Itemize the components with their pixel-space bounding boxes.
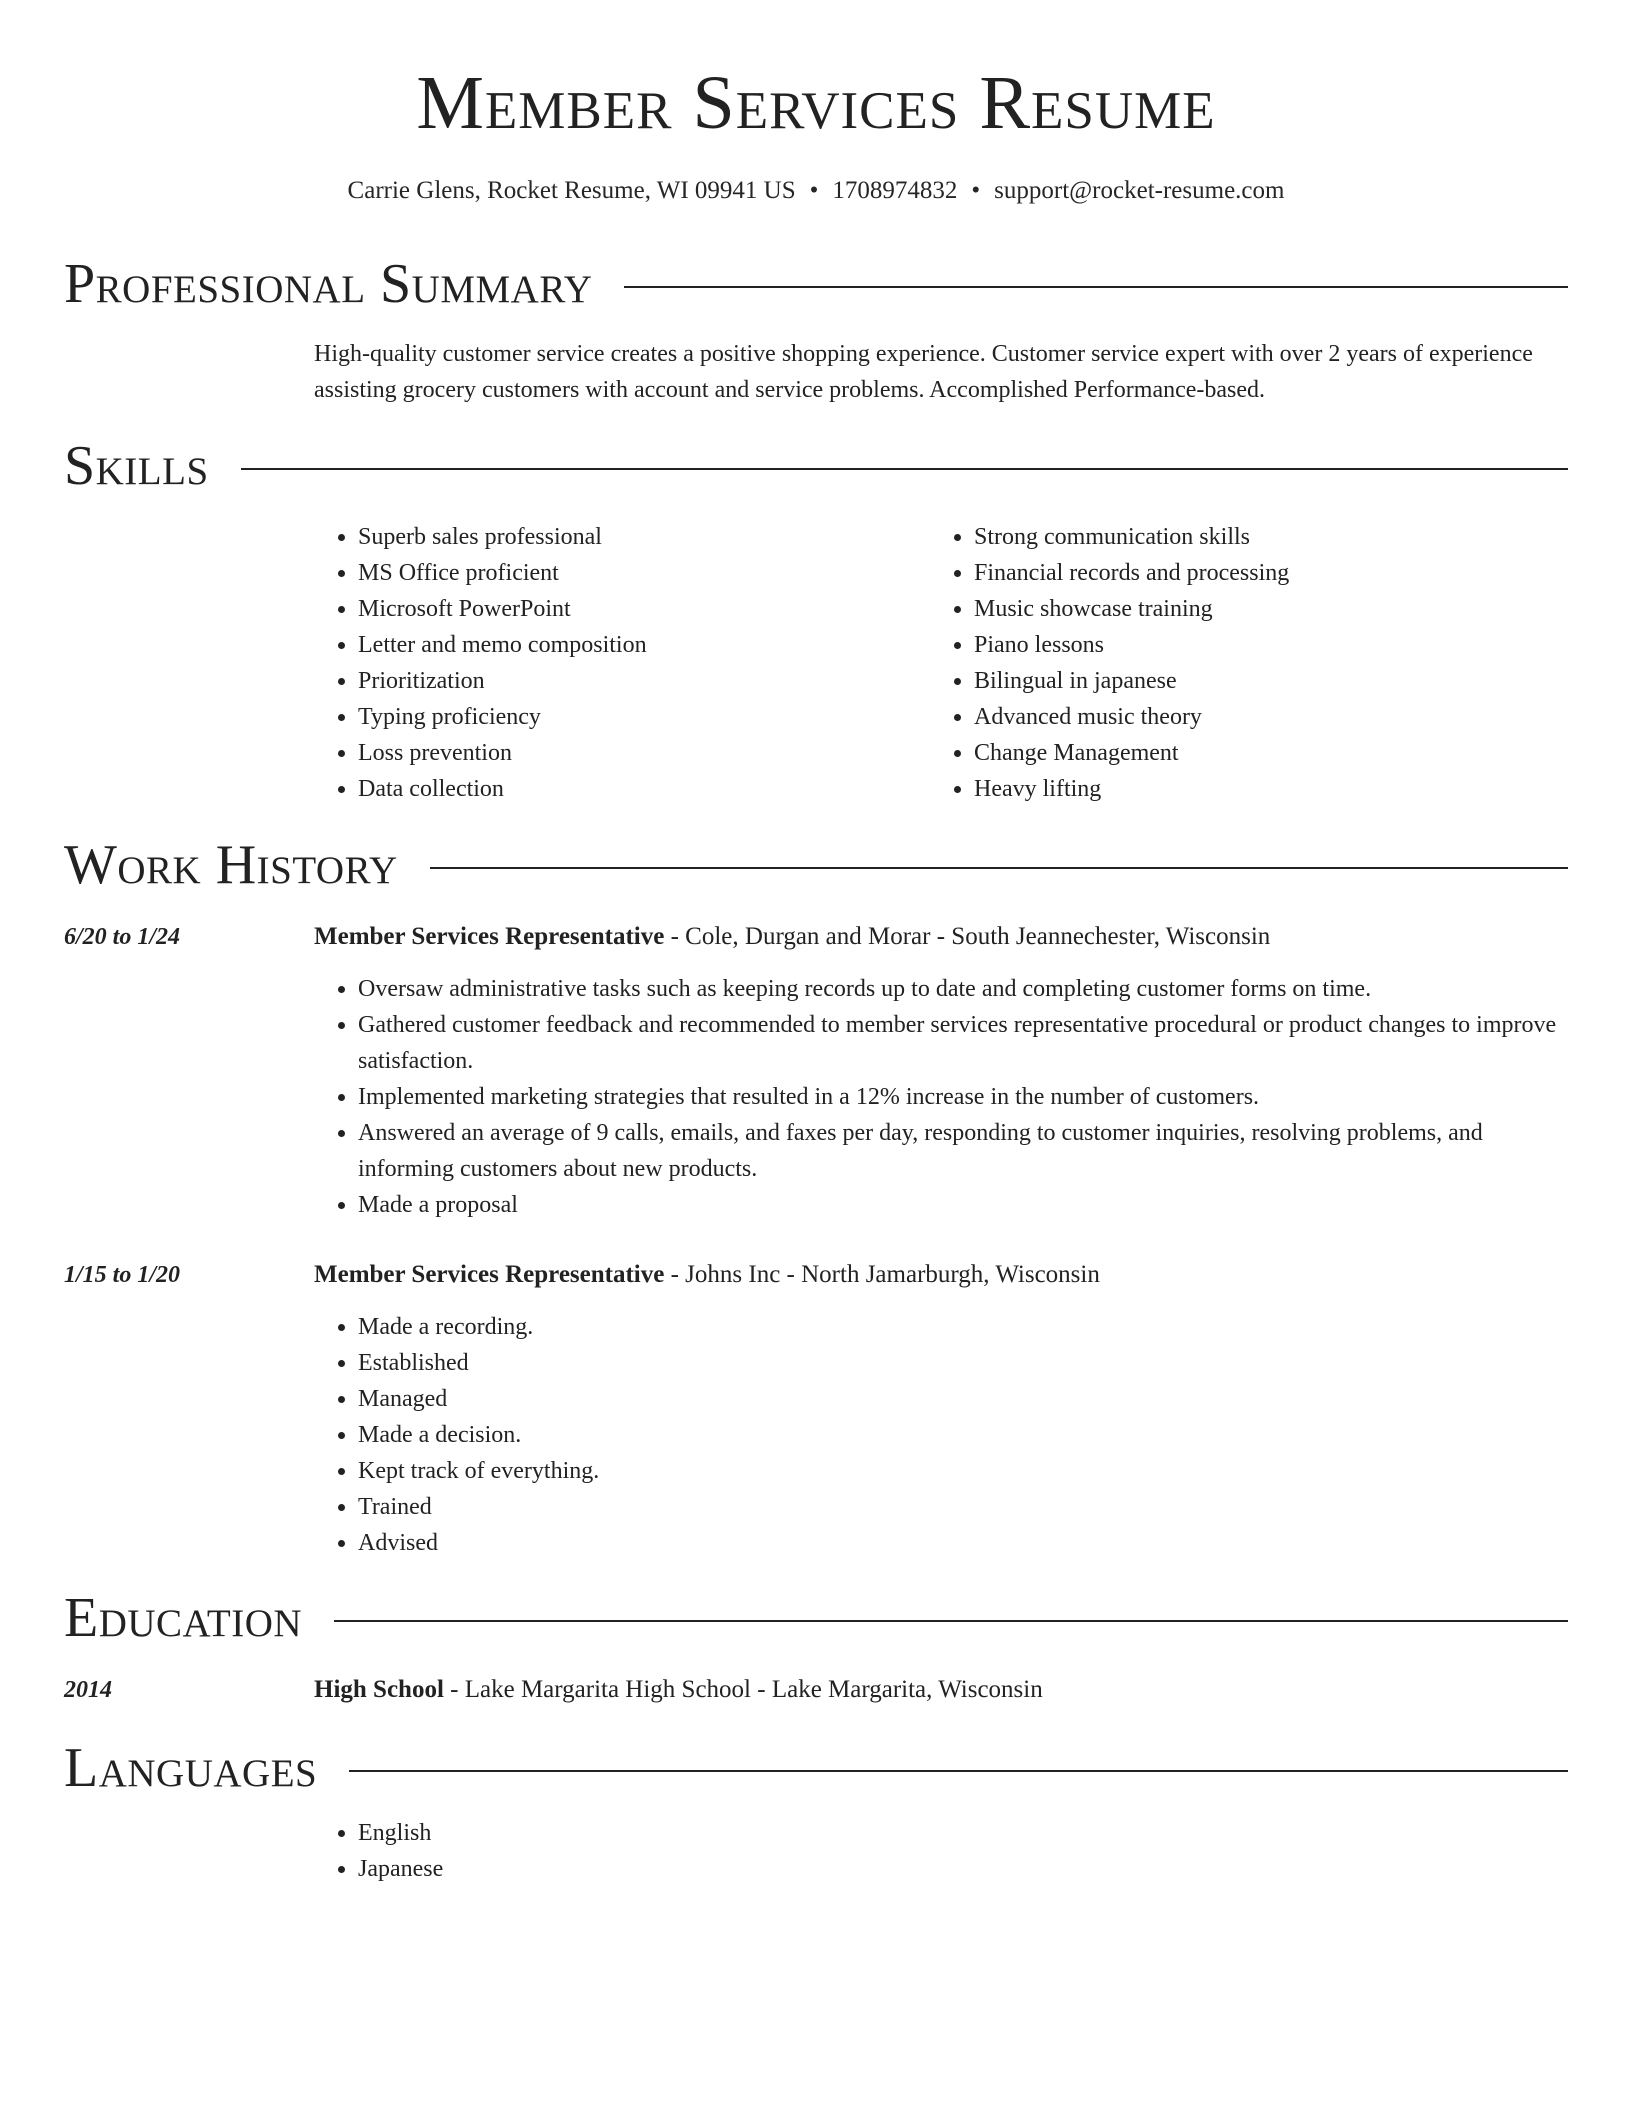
skill-item: • Strong communication skills [974,519,1570,555]
job-bullet: • Implemented marketing strategies that resulted in a 12% increase in the number of customers. [358,1079,1574,1115]
section-summary-title: Professional Summary [64,253,593,315]
skill-item: • Loss prevention [358,735,914,771]
language-item: • English [358,1815,914,1851]
section-skills-header [64,434,1568,498]
contact-phone: 1708974832 [832,177,958,204]
skill-item: • Change Management [974,735,1570,771]
job-bullet: • Gathered customer feedback and recommended to member services representative procedural or product changes to improve satisfaction. [358,1007,1574,1079]
job-date: 6/20 to 1/24 [64,924,181,950]
section-divider [430,867,1568,869]
skill-item: • Heavy lifting [974,771,1570,807]
contact-line [0,173,1632,209]
skills-list-left [314,519,914,807]
skill-item: • Data collection [358,771,914,807]
section-divider [334,1620,1568,1622]
skills-column-right [930,519,1570,807]
section-divider [241,468,1568,470]
contact-email: support@rocket-resume.com [994,177,1285,204]
skill-item: • Music showcase training [974,591,1570,627]
skill-item: • Typing proficiency [358,699,914,735]
education-heading [314,1672,1043,1708]
job-title: Member Services Representative [314,1261,665,1288]
job-bullets [314,971,1574,1223]
job-bullet: • Made a recording. [358,1309,1574,1345]
job-bullet: • Managed [358,1381,1574,1417]
section-education-header [64,1586,1568,1650]
skill-item: • Microsoft PowerPoint [358,591,914,627]
skills-list-right [930,519,1570,807]
job-heading [314,1257,1100,1293]
job-bullet: • Made a proposal [358,1187,1574,1223]
section-skills-title: Skills [64,435,209,497]
skill-item: • Letter and memo composition [358,627,914,663]
language-item: • Japanese [358,1851,914,1887]
skill-item: • Bilingual in japanese [974,663,1570,699]
job-bullet: • Trained [358,1489,1574,1525]
section-education-title: Education [64,1587,303,1649]
skill-item: • Financial records and processing [974,555,1570,591]
skill-item: • Superb sales professional [358,519,914,555]
education-school: - Lake Margarita High School - Lake Margarita, Wisconsin [443,1676,1043,1703]
job-bullet: • Made a decision. [358,1417,1574,1453]
section-divider [349,1770,1568,1772]
section-languages-header [64,1736,1568,1800]
job-bullet: • Established [358,1345,1574,1381]
contact-address: Carrie Glens, Rocket Resume, WI 09941 US [347,177,796,204]
job-title: Member Services Representative [314,923,665,950]
job-bullet: • Kept track of everything. [358,1453,1574,1489]
contact-separator: • [971,177,981,204]
resume-title: Member Services Resume [416,61,1216,145]
job-employer: - Johns Inc - North Jamarburgh, Wisconsin [664,1261,1100,1288]
skill-item: • Advanced music theory [974,699,1570,735]
section-divider [624,286,1568,288]
skill-item: • MS Office proficient [358,555,914,591]
section-languages-title: Languages [64,1737,318,1799]
section-summary-header [64,252,1568,316]
section-work-title: Work History [64,834,398,896]
job-date: 1/15 to 1/20 [64,1262,181,1288]
section-work-header [64,833,1568,897]
skill-item: • Prioritization [358,663,914,699]
education-date: 2014 [64,1677,112,1703]
job-bullet: • Answered an average of 9 calls, emails, and faxes per day, responding to customer inquiries, resolving problems, and informing customers about new products. [358,1115,1574,1187]
job-bullets [314,1309,1574,1561]
contact-separator: • [809,177,819,204]
job-employer: - Cole, Durgan and Morar - South Jeannechester, Wisconsin [664,923,1271,950]
job-bullet: • Oversaw administrative tasks such as keeping records up to date and completing customer forms on time. [358,971,1574,1007]
skills-column-left [314,519,914,807]
languages-list [314,1815,914,1887]
job-bullet: • Advised [358,1525,1574,1561]
skill-item: • Piano lessons [974,627,1570,663]
job-heading [314,919,1270,955]
education-degree: High School [314,1676,444,1703]
summary-text: High-quality customer service creates a positive shopping experience. Customer service expert with over 2 years of experience assisting grocery customers with account and service problems. Accomplished Performance-based. [314,341,1533,403]
